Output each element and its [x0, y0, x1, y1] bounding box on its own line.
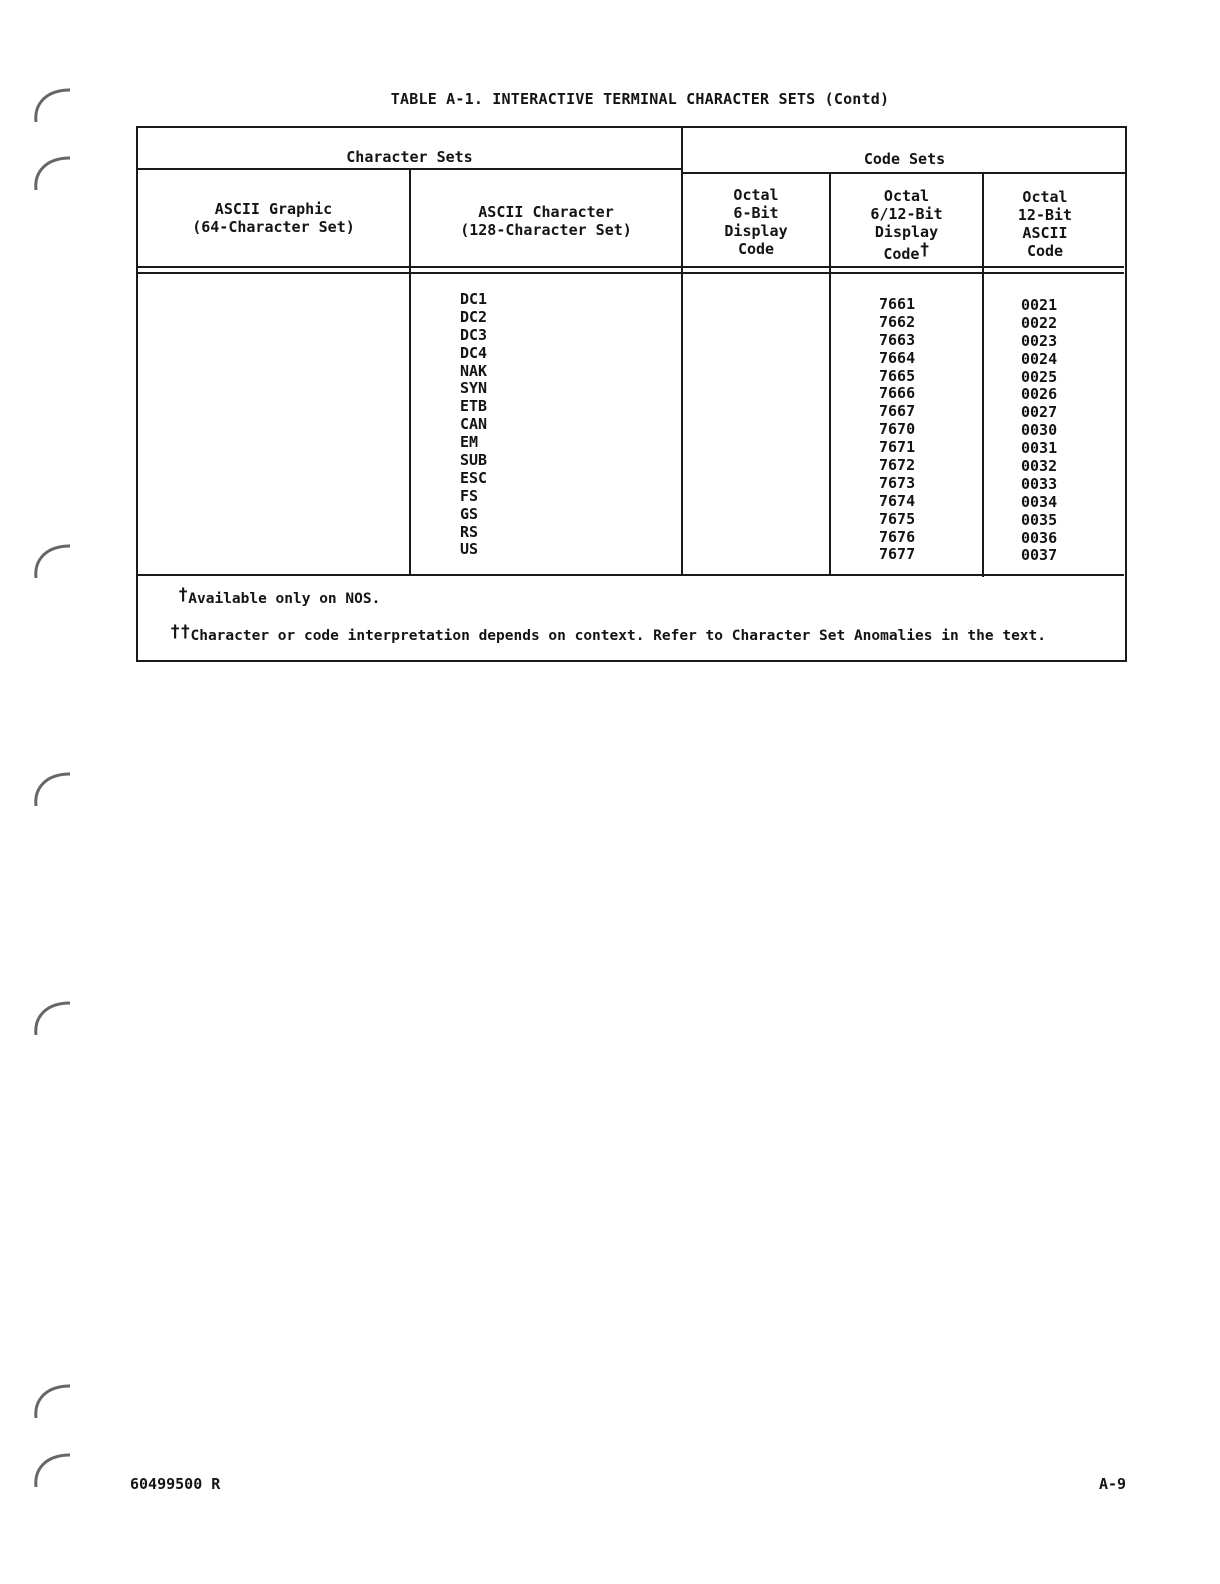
octal-12bit-cell: 0032 [1021, 457, 1058, 476]
header-divider [681, 172, 1127, 174]
octal-12bit-cell: 0024 [1021, 349, 1058, 368]
document-number: 60499500 R [130, 1475, 221, 1493]
ascii-character-cell: ESC [460, 468, 488, 487]
octal-12bit-cell: 0037 [1021, 546, 1058, 565]
binder-hole-icon [30, 995, 74, 1039]
octal-612bit-cell: 7664 [879, 348, 916, 367]
ascii-character-cell: DC1 [460, 290, 488, 308]
ascii-character-cell: SUB [460, 451, 488, 470]
ascii-character-cell: CAN [460, 415, 488, 434]
character-sets-header: Character Sets [346, 148, 473, 166]
octal-612bit-cell: 7667 [879, 402, 916, 421]
octal-12bit-cell: 0033 [1021, 474, 1058, 493]
ascii-character-cell: DC2 [460, 307, 488, 326]
ascii-character-cell: DC3 [460, 325, 488, 344]
octal-12bit-cell: 0026 [1021, 385, 1058, 404]
octal-12bit-cell: 0022 [1021, 313, 1058, 332]
binder-hole-icon [30, 538, 74, 582]
octal-12bit-cell: 0034 [1021, 492, 1058, 511]
footnote-text: Available only on NOS. [188, 591, 381, 607]
octal-12bit-cell: 0036 [1021, 528, 1058, 547]
octal-12bit-cell: 0030 [1021, 421, 1058, 440]
ascii-character-cell: ETB [460, 397, 488, 416]
octal-12bit-column [1021, 297, 1057, 565]
octal-612bit-cell: 7661 [879, 295, 916, 313]
ascii-character-cell: SYN [460, 379, 488, 398]
header-divider [138, 168, 681, 170]
octal-12bit-cell: 0021 [1021, 296, 1058, 314]
dagger-mark: † [919, 240, 930, 260]
octal-612bit-cell: 7677 [879, 545, 916, 564]
octal-6bit-header: Octal 6-Bit Display Code [724, 186, 788, 258]
ascii-character-cell: US [460, 540, 479, 559]
octal-12bit-cell: 0031 [1021, 439, 1058, 458]
octal-612bit-cell: 7673 [879, 473, 916, 492]
page-number: A-9 [1099, 1475, 1127, 1493]
octal-612bit-cell: 7666 [879, 384, 916, 403]
binder-hole-icon [30, 1447, 74, 1491]
binder-hole-icon [30, 150, 74, 194]
binder-hole-icon [30, 1378, 74, 1422]
ascii-character-cell: FS [460, 486, 479, 505]
octal-12bit-cell: 0035 [1021, 510, 1058, 529]
binder-hole-icon [30, 766, 74, 810]
ascii-character-column [460, 291, 487, 559]
octal-12bit-cell: 0025 [1021, 367, 1058, 386]
body-bottom-rule [138, 574, 1124, 576]
octal-12bit-cell: 0027 [1021, 403, 1058, 422]
footnote-mark: † [178, 585, 189, 605]
ascii-character-header: ASCII Character (128-Character Set) [460, 203, 632, 239]
code-sets-header: Code Sets [863, 150, 946, 168]
ascii-character-cell: RS [460, 522, 479, 541]
ascii-character-cell: NAK [460, 361, 488, 380]
octal-12bit-header: Octal 12-Bit ASCII Code [1017, 188, 1073, 260]
header-double-rule [138, 272, 1124, 274]
character-set-table [136, 126, 1127, 662]
octal-612bit-header [831, 187, 982, 263]
footnote-text: Character or code interpretation depends on context. Refer to Character Set Anomalies in the text. [190, 628, 1046, 644]
octal-612bit-cell: 7676 [879, 527, 916, 546]
octal-12bit-cell: 0023 [1021, 331, 1058, 350]
footnote [170, 622, 1046, 644]
octal-612bit-column [879, 296, 915, 564]
octal-612bit-cell: 7663 [879, 330, 916, 349]
octal-612bit-header-text: Octal 6/12-Bit Display Code [870, 187, 943, 263]
header-double-rule [138, 266, 1124, 268]
footnote-mark: †† [170, 622, 191, 642]
ascii-graphic-header: ASCII Graphic (64-Character Set) [192, 200, 355, 236]
octal-612bit-cell: 7672 [879, 456, 916, 475]
footnote [178, 585, 380, 607]
ascii-character-cell: EM [460, 433, 479, 452]
page-title: TABLE A-1. INTERACTIVE TERMINAL CHARACTER SETS (Contd) [390, 90, 890, 108]
octal-612bit-cell: 7662 [879, 312, 916, 331]
octal-612bit-cell: 7671 [879, 438, 916, 457]
octal-612bit-cell: 7675 [879, 509, 916, 528]
ascii-character-cell: GS [460, 504, 479, 523]
ascii-character-cell: DC4 [460, 343, 488, 362]
octal-612bit-cell: 7674 [879, 491, 916, 510]
octal-612bit-cell: 7665 [879, 366, 916, 385]
octal-612bit-cell: 7670 [879, 420, 916, 439]
